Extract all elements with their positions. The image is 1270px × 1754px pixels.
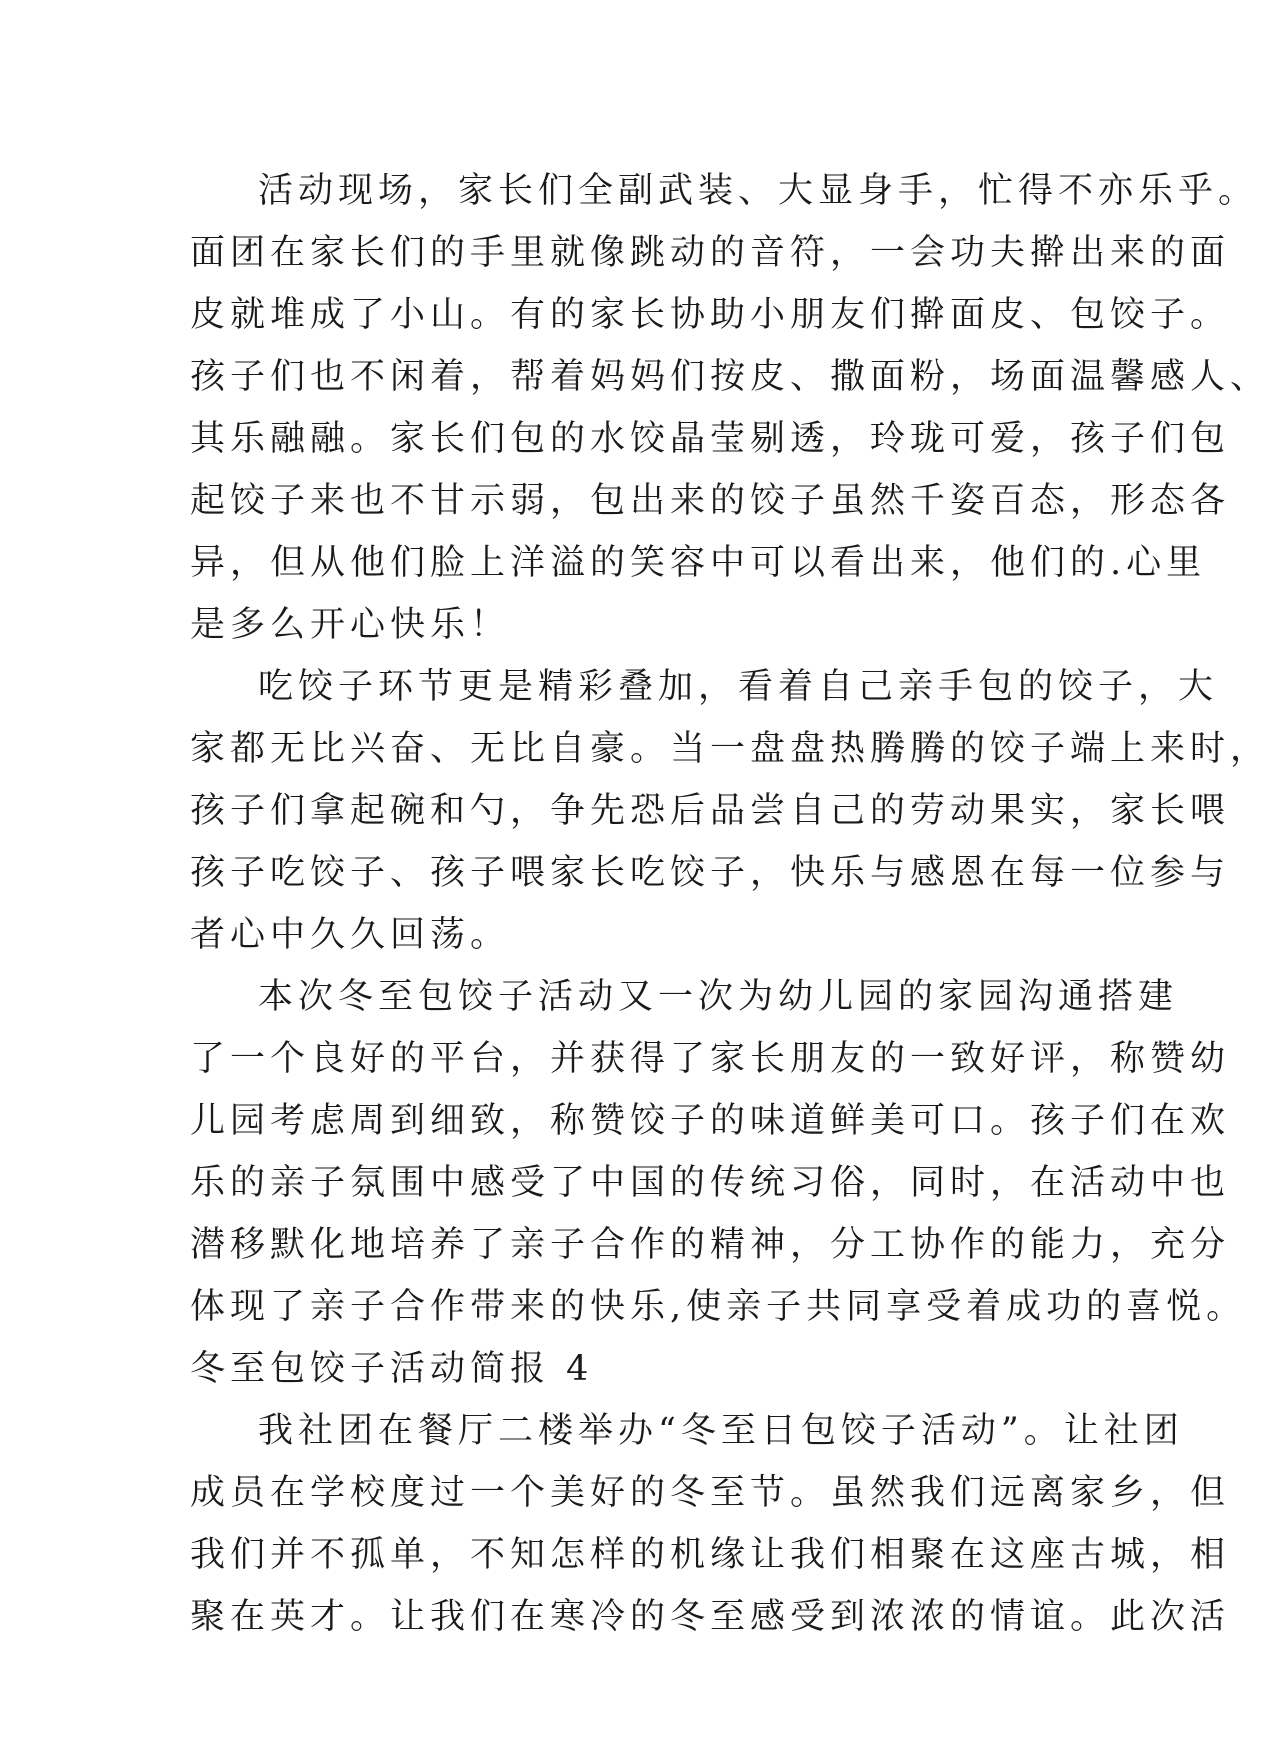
text-line: 家都无比兴奋、无比自豪。当一盘盘热腾腾的饺子端上来时， bbox=[190, 729, 1270, 769]
section-heading: 冬至包饺子活动简报 4 bbox=[190, 1349, 594, 1389]
text-line: 是多么开心快乐！ bbox=[190, 605, 511, 645]
text-line: 我社团在餐厅二楼举办“冬至日包饺子活动”。让社团 bbox=[258, 1411, 1184, 1451]
text-line: 起饺子来也不甘示弱，包出来的饺子虽然千姿百态，形态各 bbox=[190, 481, 1231, 521]
text-line: 聚在英才。让我们在寒冷的冬至感受到浓浓的情谊。此次活 bbox=[190, 1597, 1231, 1637]
text-line: 者心中久久回荡。 bbox=[190, 915, 511, 955]
text-line: 吃饺子环节更是精彩叠加，看着自己亲手包的饺子，大 bbox=[258, 667, 1219, 707]
text-line: 活动现场，家长们全副武装、大显身手，忙得不亦乐乎。 bbox=[258, 171, 1259, 211]
text-line: 异，但从他们脸上洋溢的笑容中可以看出来，他们的.心里 bbox=[190, 543, 1207, 583]
text-line: 体现了亲子合作带来的快乐,使亲子共同享受着成功的喜悦。 bbox=[190, 1287, 1247, 1327]
document-page bbox=[190, 160, 1270, 1648]
text-line: 面团在家长们的手里就像跳动的音符，一会功夫擀出来的面 bbox=[190, 233, 1231, 273]
text-line: 孩子们也不闲着，帮着妈妈们按皮、撒面粉，场面温馨感人、 bbox=[190, 357, 1270, 397]
text-line: 皮就堆成了小山。有的家长协助小朋友们擀面皮、包饺子。 bbox=[190, 295, 1231, 335]
text-line: 孩子们拿起碗和勺，争先恐后品尝自己的劳动果实，家长喂 bbox=[190, 791, 1231, 831]
text-line: 潜移默化地培养了亲子合作的精神，分工协作的能力，充分 bbox=[190, 1225, 1231, 1265]
text-line: 乐的亲子氛围中感受了中国的传统习俗，同时，在活动中也 bbox=[190, 1163, 1231, 1203]
text-line: 儿园考虑周到细致，称赞饺子的味道鲜美可口。孩子们在欢 bbox=[190, 1101, 1231, 1141]
text-line: 其乐融融。家长们包的水饺晶莹剔透，玲珑可爱，孩子们包 bbox=[190, 419, 1231, 459]
text-line: 了一个良好的平台，并获得了家长朋友的一致好评，称赞幼 bbox=[190, 1039, 1231, 1079]
text-line: 成员在学校度过一个美好的冬至节。虽然我们远离家乡，但 bbox=[190, 1473, 1231, 1513]
text-line: 本次冬至包饺子活动又一次为幼儿园的家园沟通搭建 bbox=[258, 977, 1179, 1017]
text-line: 我们并不孤单，不知怎样的机缘让我们相聚在这座古城，相 bbox=[190, 1535, 1231, 1575]
text-line: 孩子吃饺子、孩子喂家长吃饺子，快乐与感恩在每一位参与 bbox=[190, 853, 1231, 893]
